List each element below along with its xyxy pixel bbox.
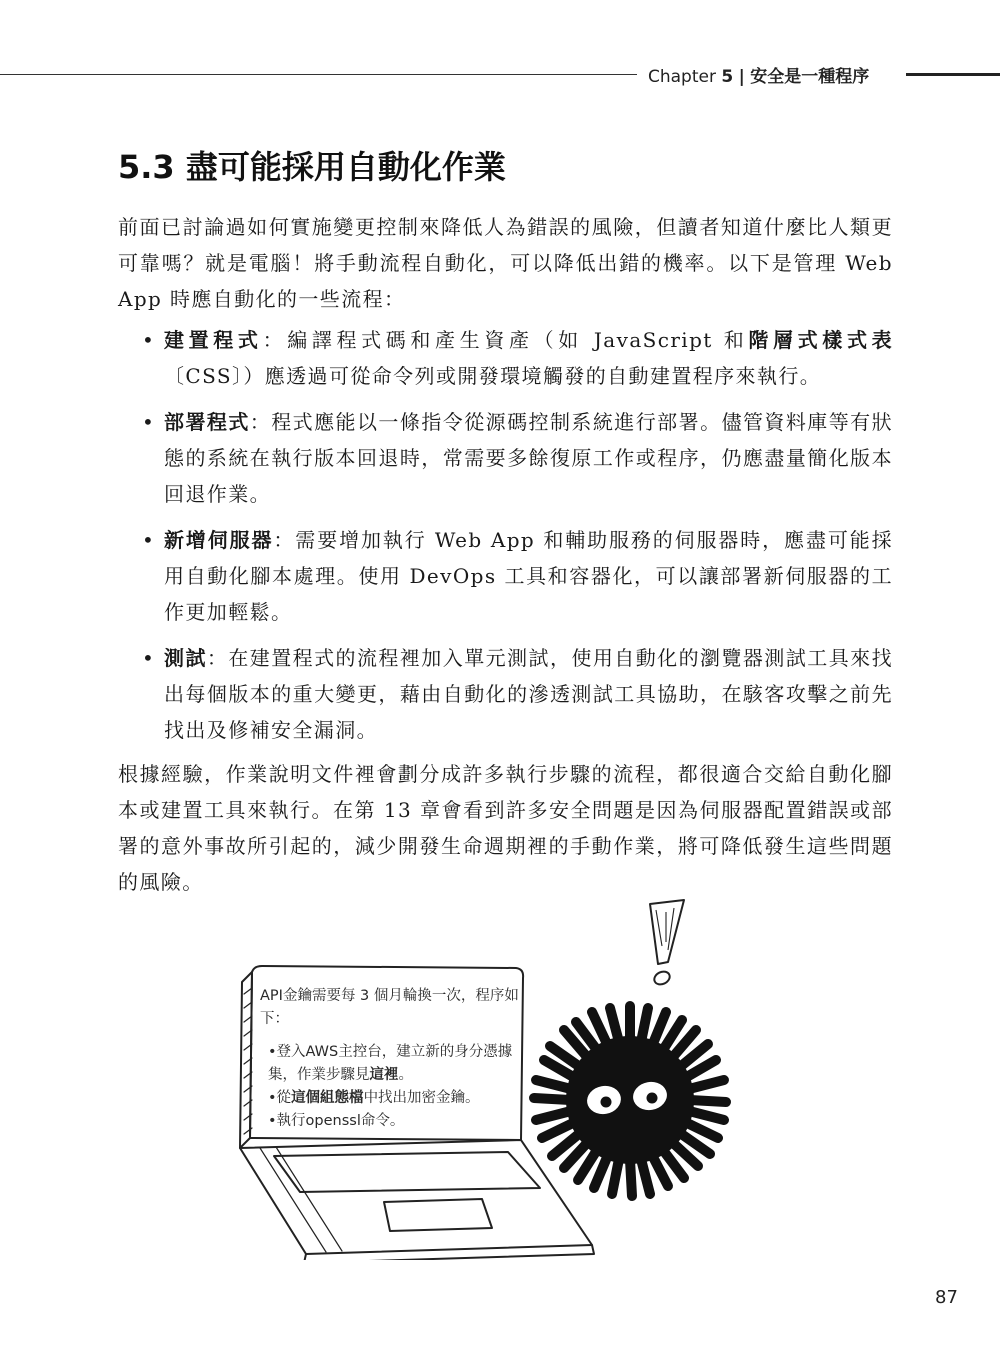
list-item-deploy (118, 404, 893, 512)
section-title: 5.3 盡可能採用自動化作業 (118, 148, 506, 186)
step-text: 中找出加密金鑰。 (363, 1090, 480, 1106)
list-item-testing (118, 640, 893, 748)
step-link-here: 這裡 (369, 1067, 399, 1083)
step-text: •登入AWS主控台，建立新的身分憑據集，作業步驟見 (268, 1044, 513, 1083)
outro-paragraph: 根據經驗，作業說明文件裡會劃分成許多執行步驟的流程，都很適合交給自動化腳本或建置工具來執行。在第 13 章會看到許多安全問題是因為伺服器配置錯誤或部署的意外事故所引起的，減少開發生命週期裡的手動作業，將可降低發生這些問題的風險。 (118, 762, 893, 894)
item-text: ：程式應能以一條指令從源碼控制系統進行部署。儘管資料庫等有狀態的系統在執行版本回退時，常需要多餘復原工作或程序，仍應盡量簡化版本回退作業。 (164, 410, 894, 506)
term-build: 建置程式 (164, 328, 263, 352)
laptop-screen-text (260, 985, 530, 1133)
term-css: 階層式樣式表 (748, 328, 893, 352)
list-item-build (118, 322, 893, 394)
header-rule-left (0, 74, 637, 75)
exclamation-icon (650, 900, 684, 987)
screen-step (260, 1041, 530, 1087)
header-separator: | (738, 67, 745, 87)
header-text (648, 62, 869, 87)
running-header (0, 60, 1000, 90)
automation-list (118, 322, 893, 758)
step-text: •執行openssl命令。 (268, 1113, 405, 1129)
chapter-title: 安全是一種程序 (750, 67, 870, 87)
header-rule-right (906, 73, 1000, 76)
bullet-dot: • (142, 328, 156, 352)
page-number: 87 (935, 1287, 958, 1308)
chapter-label: Chapter (648, 67, 716, 87)
screen-steps (260, 1041, 530, 1133)
term-servers: 新增伺服器 (164, 528, 274, 552)
screen-step (260, 1110, 530, 1133)
term-testing: 測試 (164, 646, 207, 670)
step-config-file: 這個組態檔 (291, 1090, 364, 1106)
bullet-dot: • (142, 410, 156, 434)
item-text: ：編譯程式碼和產生資產（如 JavaScript 和 (262, 328, 749, 352)
step-text: 。 (398, 1067, 413, 1083)
soot-sprite-icon (534, 1006, 726, 1196)
item-text: ：在建置程式的流程裡加入單元測試，使用自動化的瀏覽器測試工具來找出每個版本的重大變更，藉由自動化的滲透測試工具協助，在駭客攻擊之前先找出及修補安全漏洞。 (164, 646, 893, 742)
item-text: 〔CSS〕）應透過可從命令列或開發環境觸發的自動建置程序來執行。 (164, 364, 822, 388)
step-text: •從 (268, 1090, 292, 1106)
bullet-dot: • (142, 646, 156, 670)
list-item-servers (118, 522, 893, 630)
term-deploy: 部署程式 (164, 410, 250, 434)
chapter-number: 5 (721, 67, 734, 87)
bullet-dot: • (142, 528, 156, 552)
intro-paragraph: 前面已討論過如何實施變更控制來降低人為錯誤的風險，但讀者知道什麼比人類更可靠嗎？就是電腦！將手動流程自動化，可以降低出錯的機率。以下是管理 Web App 時應自動化的一些流程： (118, 215, 893, 311)
item-text: ：需要增加執行 Web App 和輔助服務的伺服器時，應盡可能採用自動化腳本處理。使用 DevOps 工具和容器化，可以讓部署新伺服器的工作更加輕鬆。 (164, 528, 893, 624)
screen-step (260, 1087, 530, 1110)
screen-intro: API金鑰需要每 3 個月輪換一次，程序如下： (260, 988, 519, 1027)
